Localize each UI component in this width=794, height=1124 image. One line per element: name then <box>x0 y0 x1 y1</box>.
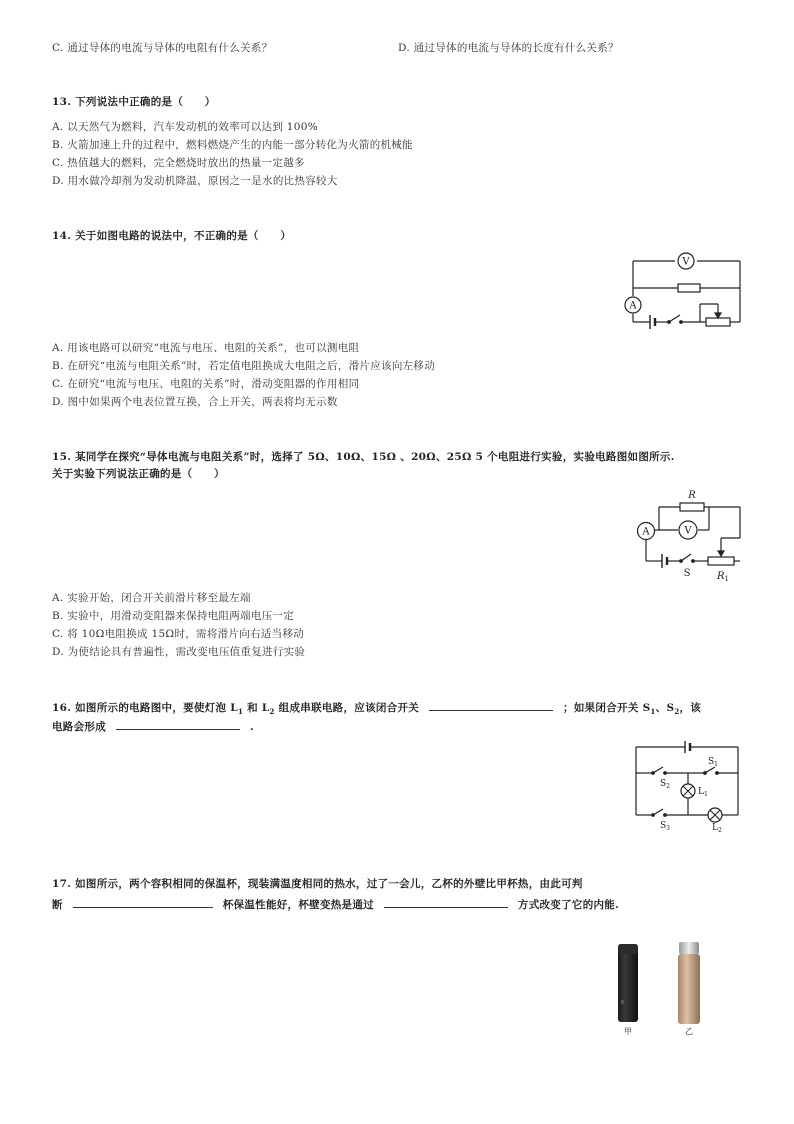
resistor-r-label: R <box>688 490 696 501</box>
q14-option-a: A. 用该电路可以研究“电流与电压、电阻的关系”，也可以测电阻 <box>52 342 360 354</box>
lamp-l1-label: $L_1$ <box>698 787 708 798</box>
switch-s-label: S <box>683 568 691 579</box>
thermos-cups-image <box>610 940 730 1040</box>
lamp-l1-icon <box>681 784 695 798</box>
q16-stem-line2: 电路会形成 . <box>52 718 254 734</box>
thermos-jia-icon <box>618 944 638 1022</box>
lamp-l2-icon <box>708 808 722 822</box>
q16-blank-1[interactable] <box>429 699 553 711</box>
ammeter-label: A <box>642 526 650 538</box>
q16-blank-2[interactable] <box>116 718 240 730</box>
q15-option-c: C. 将 10Ω电阻换成 15Ω时，需将滑片向右适当移动 <box>52 628 305 640</box>
thermos-yi-icon <box>678 942 700 1024</box>
q12-option-d: D. 通过导体的电流与导体的长度有什么关系？ <box>398 42 619 54</box>
q17-stem-line2: 断 杯保温性能好，杯壁变热是通过 方式改变了它的内能. <box>52 896 619 912</box>
q17-blank-2[interactable] <box>384 896 508 908</box>
q14-option-c: C. 在研究“电流与电压、电阻的关系”时，滑动变阻器的作用相同 <box>52 378 360 390</box>
q14-option-b: B. 在研究“电流与电阻关系”时，若定值电阻换成大电阻之后，滑片应该向左移动 <box>52 360 436 372</box>
q17-blank-1[interactable] <box>73 896 213 908</box>
q15-stem-line2: 关于实验下列说法正确的是（ ） <box>52 468 225 480</box>
q13-option-b: B. 火箭加速上升的过程中，燃料燃烧产生的内能一部分转化为火箭的机械能 <box>52 139 413 151</box>
q12-option-c: C. 通过导体的电流与导体的电阻有什么关系？ <box>52 42 273 54</box>
q13-option-d: D. 用水做冷却剂为发动机降温，原因之一是水的比热容较大 <box>52 175 338 187</box>
q16-stem-line1: 16. 如图所示的电路图中，要使灯泡 $L_1$ 和 $L_2$ 组成串联电路，应该闭合开关 ；如果闭合开关 $S_1$、$S_2$，该 <box>52 699 701 719</box>
q14-option-d: D. 图中如果两个电表位置互换，合上开关，两表将均无示数 <box>52 396 338 408</box>
lamp-l2-label: $L_2$ <box>712 823 722 834</box>
thermos-yi-label: 乙 <box>685 1027 693 1036</box>
q16-circuit-diagram <box>630 740 750 832</box>
switch-s1-label: $S_1$ <box>708 757 718 768</box>
q15-option-b: B. 实验中，用滑动变阻器来保持电阻两端电压一定 <box>52 610 295 622</box>
q15-option-d: D. 为使结论具有普遍性，需改变电压值重复进行实验 <box>52 646 306 658</box>
q13-option-c: C. 热值越大的燃料，完全燃烧时放出的热量一定越多 <box>52 157 305 169</box>
q15-option-a: A. 实验开始，闭合开关前滑片移至最左端 <box>52 592 251 604</box>
q14-circuit-diagram <box>620 252 750 332</box>
switch-s3-label: $S_3$ <box>660 821 670 832</box>
voltmeter-label: V <box>684 525 692 537</box>
ammeter-label: A <box>629 300 637 312</box>
q14-stem: 14. 关于如图电路的说法中，不正确的是（ ） <box>52 230 292 242</box>
rheostat-r1-label: $R_1$ <box>717 571 729 583</box>
q15-stem-line1: 15. 某同学在探究“导体电流与电阻关系”时，选择了 5Ω、10Ω、15Ω 、20Ω、25Ω 5 个电阻进行实验，实验电路图如图所示. <box>52 451 675 463</box>
q15-circuit-diagram <box>630 488 750 583</box>
q13-stem: 13. 下列说法中正确的是（ ） <box>52 96 216 108</box>
voltmeter-label: V <box>682 256 690 268</box>
thermos-jia-label: 甲 <box>624 1027 632 1036</box>
switch-s2-label: $S_2$ <box>660 779 670 790</box>
q13-option-a: A. 以天然气为燃料，汽车发动机的效率可以达到 100% <box>52 121 319 133</box>
q17-stem-line1: 17. 如图所示，两个容积相同的保温杯，现装满温度相同的热水，过了一会儿，乙杯的外壁比甲杯热，由此可判 <box>52 878 583 890</box>
